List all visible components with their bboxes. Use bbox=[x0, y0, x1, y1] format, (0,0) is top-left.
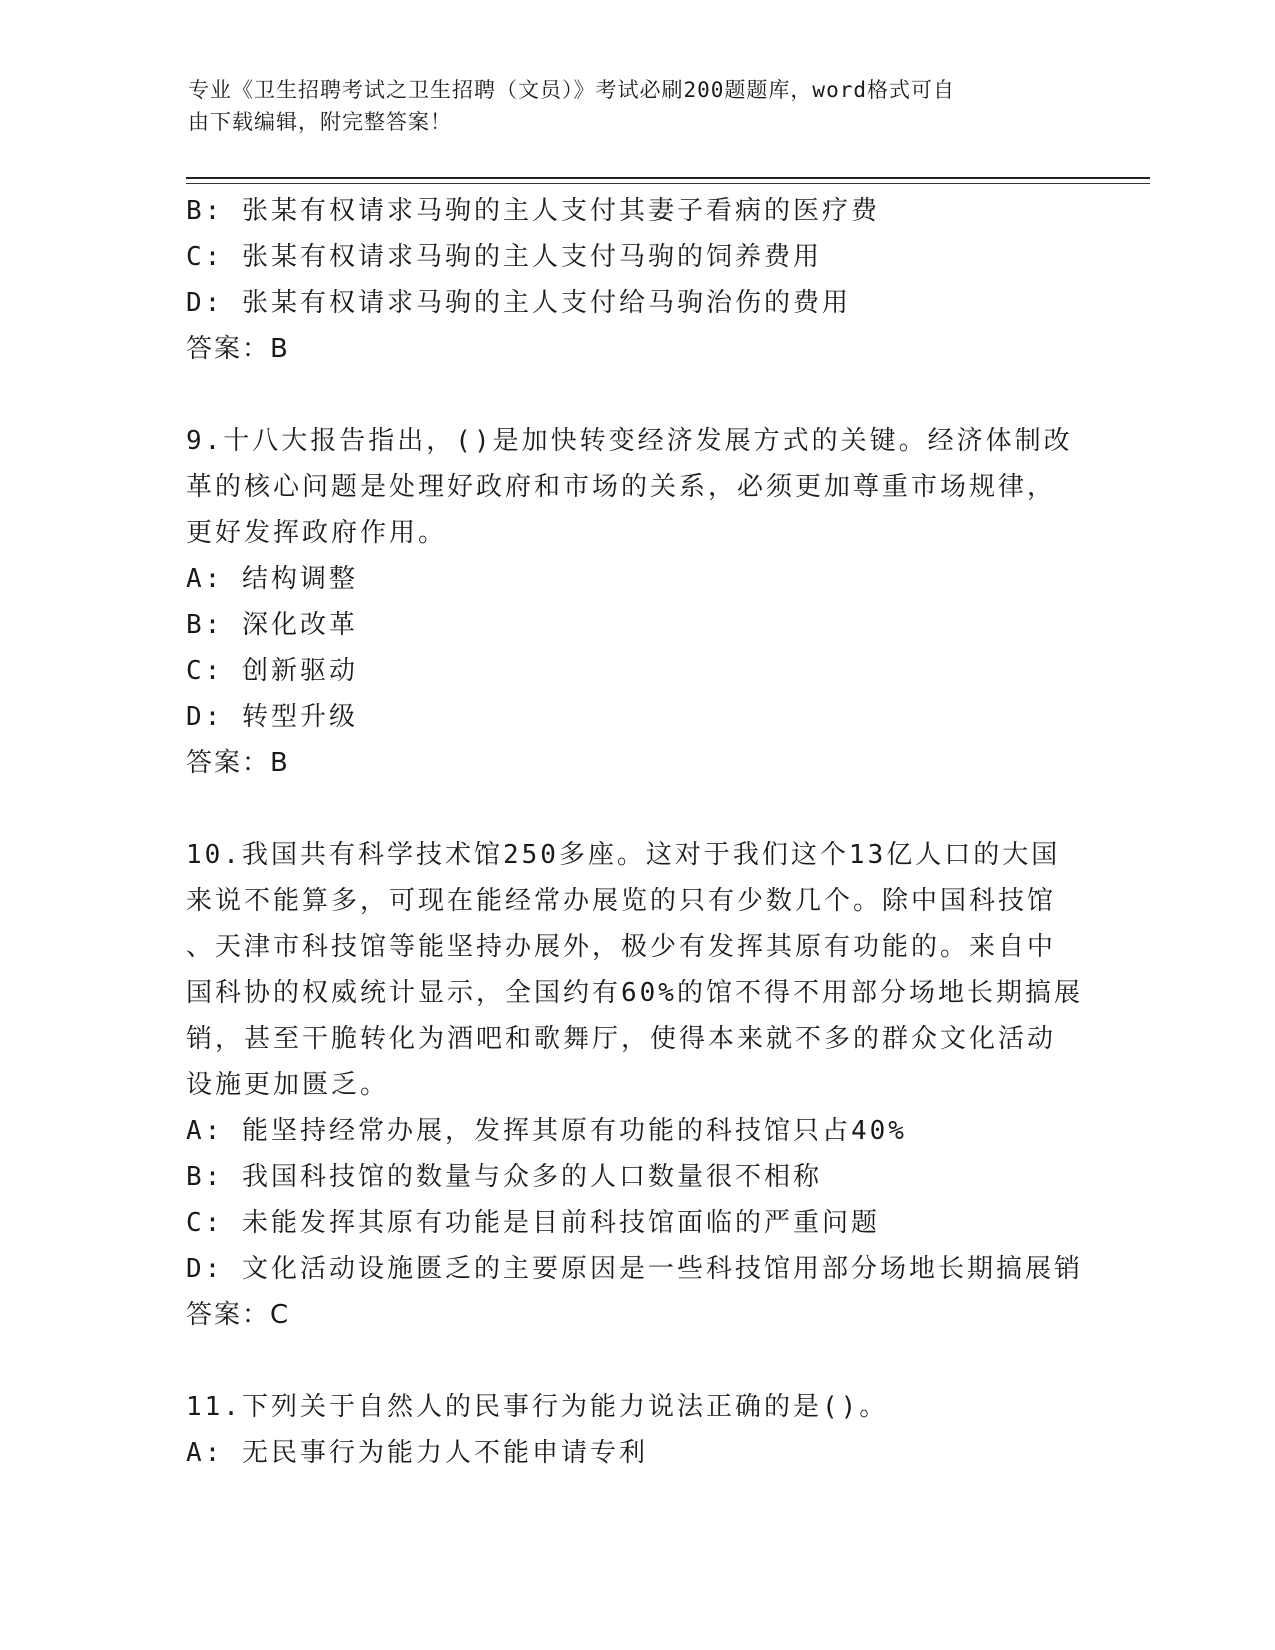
stem-line: 销，甚至干脆转化为酒吧和歌舞厅，使得本来就不多的群众文化活动 bbox=[186, 1024, 1057, 1054]
header-divider-thin bbox=[186, 183, 1150, 184]
answer-line: 答案：C bbox=[186, 1300, 291, 1330]
question-block bbox=[186, 188, 1086, 372]
option-b: B: 我国科技馆的数量与众多的人口数量很不相称 bbox=[186, 1162, 822, 1192]
stem-line: 来说不能算多，可现在能经常办展览的只有少数几个。除中国科技馆 bbox=[186, 886, 1057, 916]
stem-line: 11.下列关于自然人的民事行为能力说法正确的是()。 bbox=[186, 1392, 889, 1422]
question-block bbox=[186, 1384, 1086, 1476]
stem-line: 国科协的权威统计显示，全国约有60%的馆不得不用部分场地长期搞展 bbox=[186, 978, 1083, 1008]
option-c: C: 创新驱动 bbox=[186, 656, 358, 686]
option-d: D: 张某有权请求马驹的主人支付给马驹治伤的费用 bbox=[186, 288, 851, 318]
option-a: A: 结构调整 bbox=[186, 564, 358, 594]
stem-line: 10.我国共有科学技术馆250多座。这对于我们这个13亿人口的大国 bbox=[186, 840, 1061, 870]
header-divider-thick bbox=[186, 177, 1150, 179]
option-d: D: 转型升级 bbox=[186, 702, 358, 732]
stem-line: 革的核心问题是处理好政府和市场的关系，必须更加尊重市场规律， bbox=[186, 472, 1057, 502]
stem-line: 、天津市科技馆等能坚持办展外，极少有发挥其原有功能的。来自中 bbox=[186, 932, 1057, 962]
option-c: C: 未能发挥其原有功能是目前科技馆面临的严重问题 bbox=[186, 1208, 880, 1238]
option-b: B: 深化改革 bbox=[186, 610, 358, 640]
answer-line: 答案：B bbox=[186, 334, 290, 364]
option-c: C: 张某有权请求马驹的主人支付马驹的饲养费用 bbox=[186, 242, 822, 272]
question-content bbox=[186, 188, 1086, 1476]
header-line-1: 专业《卫生招聘考试之卫生招聘（文员）》考试必刷200题题库，word格式可自 bbox=[188, 78, 955, 102]
option-d: D: 文化活动设施匮乏的主要原因是一些科技馆用部分场地长期搞展销 bbox=[186, 1254, 1083, 1284]
question-stem bbox=[186, 832, 1086, 1108]
question-stem bbox=[186, 418, 1086, 556]
option-a: A: 能坚持经常办展，发挥其原有功能的科技馆只占40% bbox=[186, 1116, 907, 1146]
header-line-2: 由下载编辑，附完整答案！ bbox=[188, 110, 452, 134]
stem-line: 设施更加匮乏。 bbox=[186, 1070, 390, 1100]
option-b: B: 张某有权请求马驹的主人支付其妻子看病的医疗费 bbox=[186, 196, 880, 226]
option-a: A: 无民事行为能力人不能申请专利 bbox=[186, 1438, 648, 1468]
question-block bbox=[186, 832, 1086, 1338]
document-header bbox=[188, 74, 1068, 138]
stem-line: 9.十八大报告指出，()是加快转变经济发展方式的关键。经济体制改 bbox=[186, 426, 1073, 456]
stem-line: 更好发挥政府作用。 bbox=[186, 518, 448, 548]
question-block bbox=[186, 418, 1086, 786]
answer-line: 答案：B bbox=[186, 748, 290, 778]
question-stem bbox=[186, 1384, 1086, 1430]
